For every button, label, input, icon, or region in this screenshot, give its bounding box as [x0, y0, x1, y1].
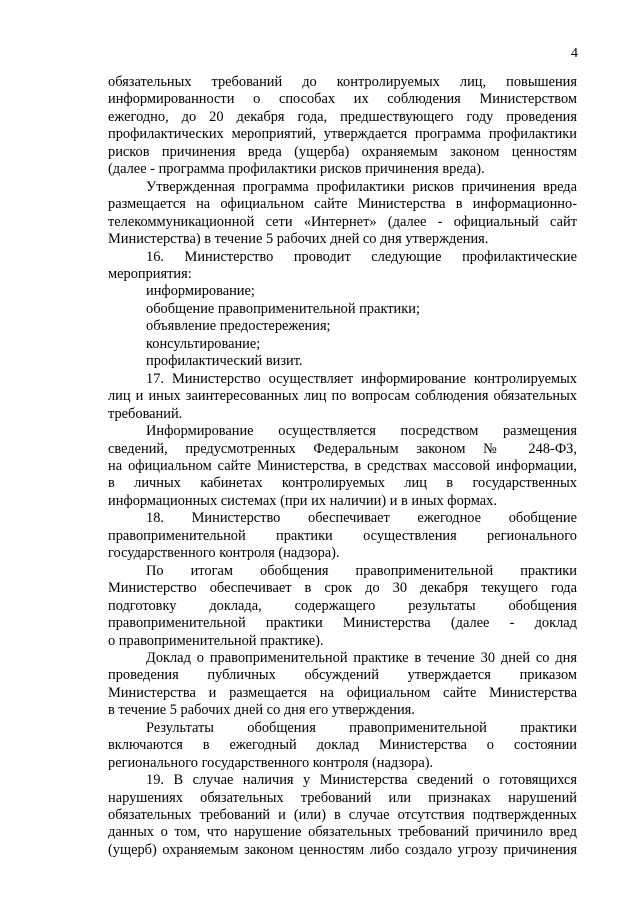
text-line: правоприменительной практики осуществления регионального	[108, 527, 577, 544]
text-line: на официальном сайте Министерства, в средствах массовой информации,	[108, 457, 577, 474]
text-line: Утвержденная программа профилактики рисков причинения вреда	[146, 178, 577, 195]
text-line: информирование;	[146, 283, 255, 300]
text-line: Министерства) в течение 5 рабочих дней со дня утверждения.	[108, 231, 489, 248]
text-line: включаются в ежегодный доклад Министерства о состоянии	[108, 737, 577, 754]
text-line: информированности о способах их соблюдения Министерством	[108, 91, 577, 108]
text-line: (далее - программа профилактики рисков причинения вреда).	[108, 161, 485, 178]
text-line: 18. Министерство обеспечивает ежегодное обобщение	[146, 510, 577, 527]
text-line: Доклад о правоприменительной практике в течение 30 дней со дня	[146, 649, 577, 666]
text-line: рисков причинения вреда (ущерба) охраняемым законом ценностям	[108, 143, 577, 160]
text-line: лиц и иных заинтересованных лиц по вопросам соблюдения обязательных	[108, 388, 577, 405]
text-line: Результаты обобщения правоприменительной практики	[146, 719, 577, 736]
text-line: 19. В случае наличия у Министерства сведений о готовящихся	[146, 772, 577, 789]
text-line: обязательных требований до контролируемых лиц, повышения	[108, 74, 577, 90]
text-line: сведений, предусмотренных Федеральным законом № 248-ФЗ,	[108, 440, 577, 457]
text-line: данных о том, что нарушение обязательных требований причинило вред	[108, 824, 577, 841]
text-line: требований.	[108, 405, 183, 422]
text-line: проведения публичных обсуждений утверждается приказом	[108, 667, 577, 684]
document-body	[108, 74, 577, 859]
text-line: профилактических мероприятий, утверждается программа профилактики	[108, 126, 577, 143]
text-line: 17. Министерство осуществляет информирование контролируемых	[146, 370, 577, 387]
text-line: Информирование осуществляется посредством размещения	[146, 423, 577, 440]
text-line: (ущерб) охраняемым законом ценностям либо создало угрозу причинения	[108, 841, 577, 858]
text-line: в течение 5 рабочих дней со дня его утверждения.	[108, 702, 415, 719]
text-line: обязательных требований и (или) в случае отсутствия подтвержденных	[108, 807, 577, 824]
text-line: Министерство обеспечивает в срок до 30 декабря текущего года	[108, 580, 577, 597]
text-line: информационных системах (при их наличии) и в иных формах.	[108, 492, 497, 509]
page-number: 4	[571, 46, 578, 61]
text-line: правоприменительной практики Министерства (далее - доклад	[108, 615, 577, 632]
text-line: ежегодно, до 20 декабря года, предшествующего году проведения	[108, 108, 577, 125]
text-line: нарушениях обязательных требований или признаках нарушений	[108, 789, 577, 806]
text-line: профилактический визит.	[146, 353, 303, 370]
text-line: По итогам обобщения правоприменительной практики	[146, 562, 577, 579]
text-line: о правоприменительной практике).	[108, 632, 324, 649]
text-line: Министерства и размещается на официальном сайте Министерства	[108, 684, 577, 701]
text-line: 16. Министерство проводит следующие профилактические	[146, 248, 577, 265]
text-line: размещается на официальном сайте Министерства в информационно-	[108, 196, 577, 213]
text-line: мероприятия:	[108, 265, 192, 282]
text-line: обобщение правоприменительной практики;	[146, 300, 420, 317]
text-line: подготовку доклада, содержащего результаты обобщения	[108, 597, 577, 614]
text-line: телекоммуникационной сети «Интернет» (далее - официальный сайт	[108, 213, 577, 230]
text-line: консультирование;	[146, 335, 261, 352]
text-line: государственного контроля (надзора).	[108, 545, 340, 562]
text-line: регионального государственного контроля (надзора).	[108, 754, 434, 771]
text-line: в личных кабинетах контролируемых лиц в государственных	[108, 475, 577, 492]
text-line: объявление предостережения;	[146, 318, 331, 335]
